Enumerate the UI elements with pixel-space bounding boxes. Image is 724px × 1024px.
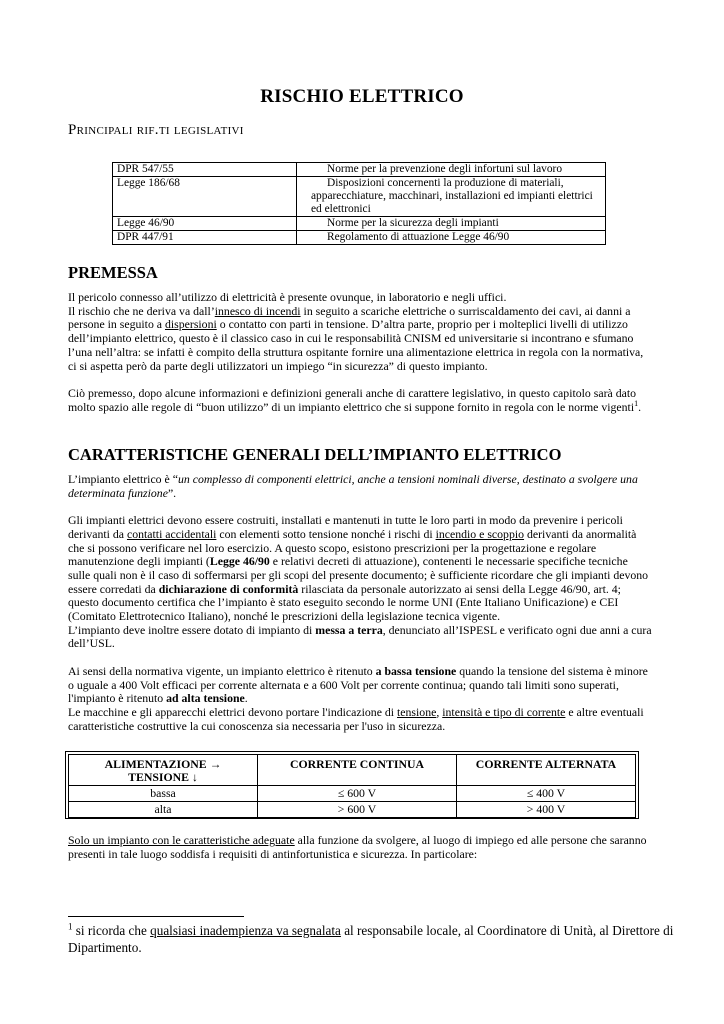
paragraph: Il pericolo connesso all’utilizzo di elettricità è presente ovunque, in laboratorio e negli uffici. Il rischio che ne deriva va dall’innesco di incendi in seguito a scariche elettriche o surriscaldamento dei cavi, ai danni a persone in seguito a dispersioni o contatto con parti in tensione. D’altra parte, proprio per i molteplici livelli di utilizzo dell’impianto elettrico, questo è il classico caso in cui le responsabilità CNISM ed universitarie si incontrano e sfumano l’una nell’altra: se infatti è compito della struttura ospitante fornire una alimentazione elettrica in regola con la normativa, ci si aspetta però da parte degli utilizzatori un impiego “in sicurezza” di questo impianto. xyxy=(68,290,644,373)
law-description-cell: Disposizioni concernenti la produzione di materiali, apparecchiature, macchinari, installazioni ed impianti elettrici ed elettronici xyxy=(297,177,606,217)
section-subhead-legislation: Principali rif.ti legislativi xyxy=(68,122,244,138)
legislation-table xyxy=(112,162,606,245)
table-row xyxy=(113,177,606,217)
footnote: $^1$ si ricorda che qualsiasi inadempienza va segnalata al responsabile locale, al Coordinatore di Unità, al Direttore di Dipartimento. xyxy=(68,921,674,955)
table-cell: > 600 V xyxy=(258,802,457,818)
table-header-row xyxy=(69,755,636,786)
paragraph: Ciò premesso, dopo alcune informazioni e definizioni generali anche di carattere legislativo, in questo capitolo sarà dato molto spazio alle regole di “buon utilizzo” di un impianto elettrico che si suppone fornito in regola con le norme vigenti$^1$. xyxy=(68,385,642,414)
table-row xyxy=(69,802,636,818)
table-cell: alta xyxy=(69,802,258,818)
table-cell: bassa xyxy=(69,786,258,802)
section-heading-premessa: PREMESSA xyxy=(68,263,158,282)
table-cell: ≤ 400 V xyxy=(457,786,636,802)
table-cell: > 400 V xyxy=(457,802,636,818)
table-row xyxy=(113,231,606,245)
law-description-cell: Norme per la prevenzione degli infortuni sul lavoro xyxy=(297,163,606,177)
voltage-table xyxy=(68,754,636,818)
law-description-cell: Regolamento di attuazione Legge 46/90 xyxy=(297,231,606,245)
footnote-ref[interactable]: 1 xyxy=(634,398,639,408)
table-row xyxy=(113,217,606,231)
section-heading-caratteristiche: CARATTERISTICHE GENERALI DELL’IMPIANTO ELETTRICO xyxy=(68,445,562,464)
table-row xyxy=(113,163,606,177)
law-description-cell: Norme per la sicurezza degli impianti xyxy=(297,217,606,231)
column-header: CORRENTE ALTERNATA xyxy=(457,755,636,786)
law-cell: Legge 46/90 xyxy=(113,217,297,231)
premessa-text xyxy=(68,291,652,414)
paragraph: L’impianto deve inoltre essere dotato di impianto di messa a terra, denunciato all’ISPESL e verificato ogni due anni a cura dell’USL. xyxy=(68,622,652,651)
caratteristiche-text xyxy=(68,473,652,733)
paragraph: Gli impianti elettrici devono essere costruiti, installati e mantenuti in tutte le loro parti in modo da prevenire i pericoli derivanti da contatti accidentali con elementi sotto tensione nonché i rischi di incendio e scoppio derivanti da anormalità che si possono verificare nel loro esercizio. A questo scopo, esistono prescrizioni per la progettazione e regolare manutenzione degli impianti (Legge 46/90 e relativi decreti di attuazione), contenenti le necessarie specifiche tecniche sulle quali non è il caso di soffermarsi per gli scopi del presente documento; è sufficiente ricordare che gli impianti devono essere corredati da dichiarazione di conformità rilasciata da personale autorizzato ai sensi della Legge 46/90, art. 4; questo documento certifica che l’impianto è stato eseguito secondo le norme UNI (Ente Italiano Unificazione) e CEI (Comitato Elettrotecnico Italiano), nonché le prescrizioni della legislazione tecnica vigente. xyxy=(68,513,649,624)
footnote-number: 1 xyxy=(68,921,73,932)
table-cell: ≤ 600 V xyxy=(258,786,457,802)
footnote-divider xyxy=(68,916,244,917)
law-cell: Legge 186/68 xyxy=(113,177,297,217)
paragraph: Le macchine e gli apparecchi elettrici devono portare l'indicazione di tensione, intensità e tipo di corrente e altre eventuali caratteristiche costruttive la cui conoscenza sia necessaria per l'uso in sicurezza. xyxy=(68,704,644,733)
table-row xyxy=(69,786,636,802)
paragraph: Solo un impianto con le caratteristiche adeguate alla funzione da svolgere, al luogo di impiego ed alle persone che saranno presenti in tale luogo soddisfa i requisiti di antinfortunistica e sicurezza. In particolare: xyxy=(68,833,647,861)
column-header: ALIMENTAZIONE → TENSIONE ↓ xyxy=(69,755,258,786)
paragraph: L’impianto elettrico è “un complesso di componenti elettrici, anche a tensioni nominali diverse, destinato a svolgere una determinata funzione”. xyxy=(68,472,638,500)
page-title: RISCHIO ELETTRICO xyxy=(260,86,464,107)
law-cell: DPR 447/91 xyxy=(113,231,297,245)
paragraph: Ai sensi della normativa vigente, un impianto elettrico è ritenuto a bassa tensione quando la tensione del sistema è minore o uguale a 400 Volt efficaci per corrente alternata e a 600 Volt per corrente continua; quando tali limiti sono superati, l'impianto è ritenuto ad alta tensione. xyxy=(68,663,648,706)
column-header: CORRENTE CONTINUA xyxy=(258,755,457,786)
closing-text xyxy=(68,834,652,861)
law-cell: DPR 547/55 xyxy=(113,163,297,177)
